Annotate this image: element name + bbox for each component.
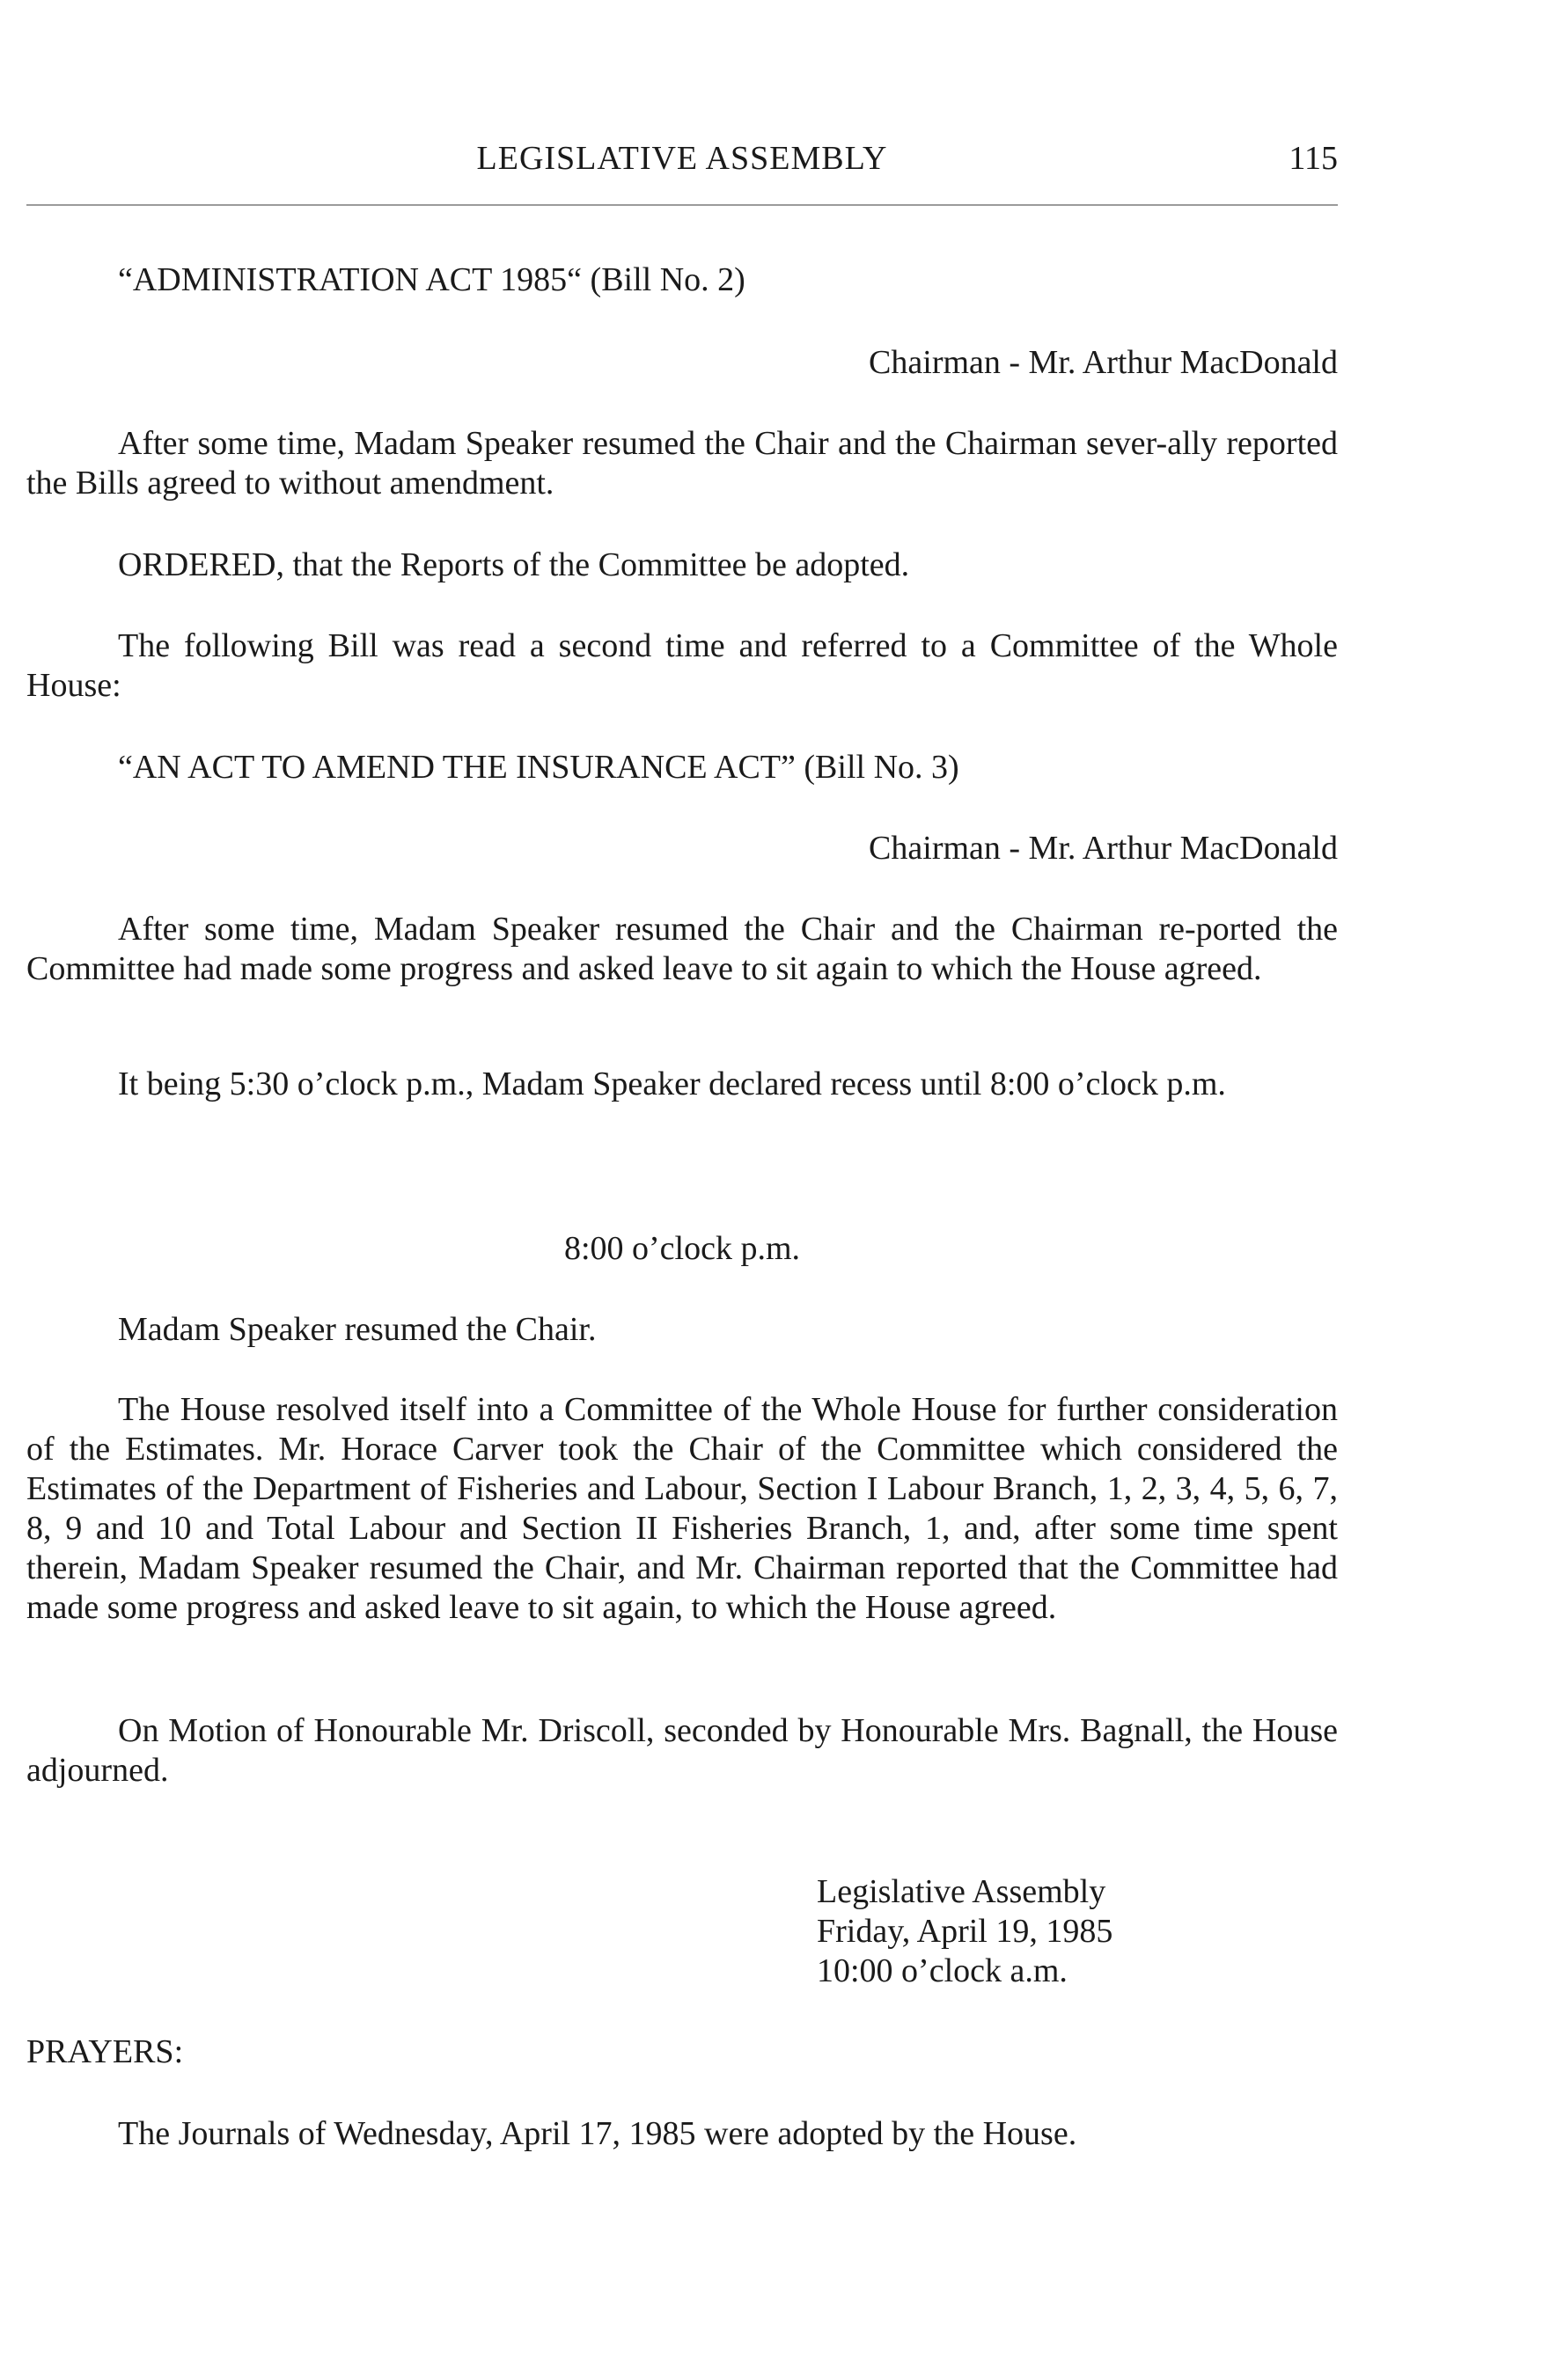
paragraph-resumed-2: After some time, Madam Speaker resumed the Chair and the Chairman re-ported the Committee had made some progress and asked leave to sit again to which the House agreed. <box>26 911 1338 987</box>
session-line-2: Friday, April 19, 1985 <box>817 1913 1113 1950</box>
page-header <box>26 132 1338 185</box>
header-title: LEGISLATIVE ASSEMBLY <box>476 140 888 177</box>
header-rule <box>26 204 1338 206</box>
session-heading <box>817 1872 1310 1991</box>
speaker-resumed-line: Madam Speaker resumed the Chair. <box>118 1311 597 1348</box>
paragraph-second-reading: The following Bill was read a second time and referred to a Committee of the Whole House: <box>26 627 1338 704</box>
ordered-line: ORDERED, that the Reports of the Committee be adopted. <box>118 546 910 583</box>
journals-line: The Journals of Wednesday, April 17, 1985 were adopted by the House. <box>118 2115 1077 2152</box>
paragraph-resumed-1: After some time, Madam Speaker resumed the Chair and the Chairman sever-ally reported the Bills agreed to without amendment. <box>26 425 1338 502</box>
time-heading: 8:00 o’clock p.m. <box>563 1230 801 1267</box>
paragraph-estimates: The House resolved itself into a Committee of the Whole House for further consideration of the Estimates. Mr. Horace Carver took the Chair of the Committee which considered the Estimates of the Department of Fisheries and Labour, Section I Labour Branch, 1, 2, 3, 4, 5, 6, 7, 8, 9 and 10 and Total Labour and Section II Fisheries Branch, 1, and, after some time spent therein, Madam Speaker resumed the Chair, and Mr. Chairman reported that the Committee had made some progress and asked leave to sit again, to which the House agreed. <box>26 1391 1338 1626</box>
paragraph-adjourned: On Motion of Honourable Mr. Driscoll, seconded by Honourable Mrs. Bagnall, the House adjourned. <box>26 1712 1338 1789</box>
bill-3-title: “AN ACT TO AMEND THE INSURANCE ACT” (Bill No. 3) <box>118 749 959 786</box>
session-line-3: 10:00 o’clock a.m. <box>817 1952 1068 1989</box>
chairman-line-1: Chairman - Mr. Arthur MacDonald <box>869 344 1338 381</box>
prayers-heading: PRAYERS: <box>26 2033 184 2070</box>
paragraph-recess: It being 5:30 o’clock p.m., Madam Speaker declared recess until 8:00 o’clock p.m. <box>118 1066 1226 1102</box>
page-number: 115 <box>1289 140 1338 177</box>
bill-2-title: “ADMINISTRATION ACT 1985“ (Bill No. 2) <box>118 261 745 298</box>
session-line-1: Legislative Assembly <box>817 1873 1106 1910</box>
chairman-line-2: Chairman - Mr. Arthur MacDonald <box>869 830 1338 867</box>
